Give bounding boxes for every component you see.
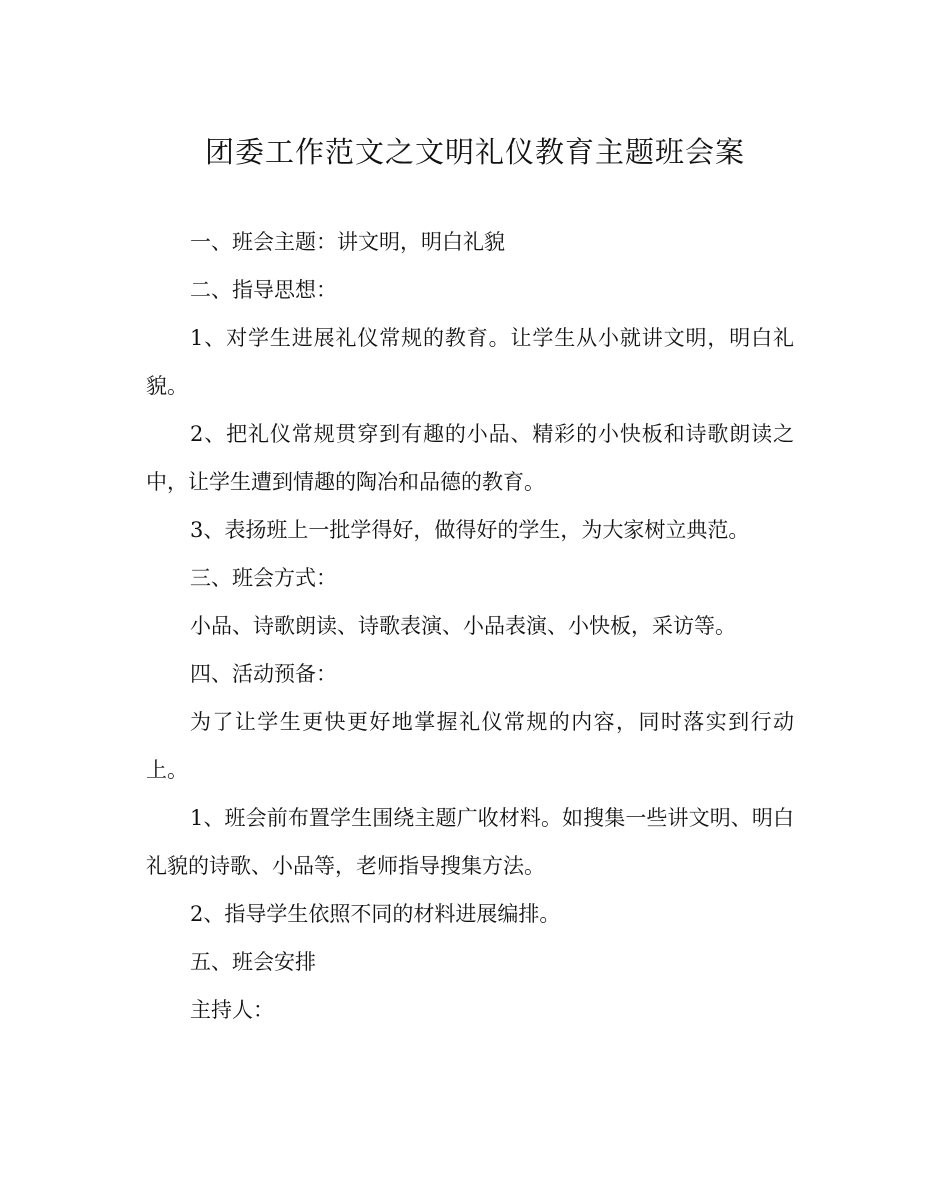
document-body [146, 218, 794, 1034]
section-heading-arrangement: 五、班会安排 [190, 950, 316, 974]
section-heading-theme: 一、班会主题：讲文明，明白礼貌 [190, 230, 505, 254]
document-title: 团委工作范文之文明礼仪教育主题班会案 [204, 135, 745, 169]
paragraph: 主持人： [190, 998, 274, 1022]
section-heading-preparation: 四、活动预备： [190, 662, 337, 686]
paragraph: 2、指导学生依照不同的材料进展编排。 [190, 902, 561, 926]
paragraph: 1、对学生进展礼仪常规的教育。让学生从小就讲文明，明白礼貌。 [146, 326, 794, 398]
paragraph: 2、把礼仪常规贯穿到有趣的小品、精彩的小快板和诗歌朗读之中，让学生遭到情趣的陶冶和品德的教育。 [146, 422, 794, 494]
section-heading-format: 三、班会方式： [190, 566, 337, 590]
paragraph: 1、班会前布置学生围绕主题广收材料。如搜集一些讲文明、明白礼貌的诗歌、小品等，老师指导搜集方法。 [146, 806, 794, 878]
paragraph: 3、表扬班上一批学得好，做得好的学生，为大家树立典范。 [190, 518, 750, 542]
section-heading-guidance: 二、指导思想： [190, 278, 337, 302]
paragraph: 为了让学生更快更好地掌握礼仪常规的内容，同时落实到行动上。 [146, 710, 794, 782]
paragraph: 小品、诗歌朗读、诗歌表演、小品表演、小快板，采访等。 [190, 614, 736, 638]
